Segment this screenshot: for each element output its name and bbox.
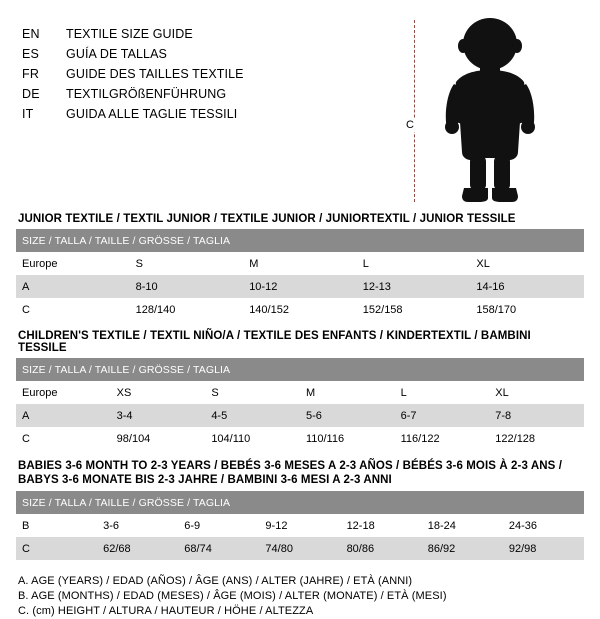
section-title: BABIES 3-6 MONTH TO 2-3 YEARS / BEBÉS 3-6 MESES A 2-3 AÑOS / BÉBÉS 3-6 MOIS À 2-3 ANS / BABYS 3-6 MONATE BIS 2-3 JAHRE / BAMBINI 3-6 MESI A 2-3 ANNI — [18, 460, 562, 486]
legend — [16, 574, 584, 619]
row-label: B — [16, 514, 97, 537]
language-title: GUIDE DES TAILLES TEXTILE — [66, 67, 244, 81]
row-label: Europe — [16, 381, 111, 404]
cell: 122/128 — [489, 427, 584, 450]
cell: 8-10 — [130, 275, 244, 298]
cell: 12-13 — [357, 275, 471, 298]
cell: 4-5 — [205, 404, 300, 427]
cell: 24-36 — [503, 514, 584, 537]
table-row — [16, 427, 584, 450]
cell: XL — [470, 252, 584, 275]
cell: 98/104 — [111, 427, 206, 450]
cell: 116/122 — [395, 427, 490, 450]
table-row — [16, 537, 584, 560]
language-row — [22, 44, 422, 64]
section-title: JUNIOR TEXTILE / TEXTIL JUNIOR / TEXTILE JUNIOR / JUNIORTEXTIL / JUNIOR TESSILE — [18, 213, 516, 225]
row-label: C — [16, 427, 111, 450]
row-label: A — [16, 275, 130, 298]
language-code: ES — [22, 47, 40, 61]
height-measure-label: C — [406, 119, 414, 131]
cell: 3-4 — [111, 404, 206, 427]
language-row — [22, 84, 422, 104]
cell: 74/80 — [259, 537, 340, 560]
cell: 68/74 — [178, 537, 259, 560]
language-title: GUIDA ALLE TAGLIE TESSILI — [66, 107, 238, 121]
height-measure-line-icon — [414, 20, 415, 202]
babies-size-table — [16, 491, 584, 560]
table-row — [16, 298, 584, 321]
cell: 62/68 — [97, 537, 178, 560]
cell: L — [357, 252, 471, 275]
cell: 92/98 — [503, 537, 584, 560]
table-row — [16, 252, 584, 275]
cell: L — [395, 381, 490, 404]
childrens-size-table — [16, 358, 584, 450]
cell: M — [300, 381, 395, 404]
row-label: Europe — [16, 252, 130, 275]
cell: XL — [489, 381, 584, 404]
cell: 86/92 — [422, 537, 503, 560]
cell: XS — [111, 381, 206, 404]
cell: 110/116 — [300, 427, 395, 450]
cell: 6-7 — [395, 404, 490, 427]
header — [16, 14, 584, 204]
section-babies-textile — [16, 456, 584, 560]
table-header-label: SIZE / TALLA / TAILLE / GRÖSSE / TAGLIA — [16, 491, 584, 514]
cell: 18-24 — [422, 514, 503, 537]
language-title: GUÍA DE TALLAS — [66, 47, 167, 61]
cell: 10-12 — [243, 275, 357, 298]
cell: 3-6 — [97, 514, 178, 537]
language-title: TEXTILGRÖßENFÜHRUNG — [66, 87, 227, 101]
language-title: TEXTILE SIZE GUIDE — [66, 27, 193, 41]
section-title: CHILDREN'S TEXTILE / TEXTIL NIÑO/A / TEXTILE DES ENFANTS / KINDERTEXTIL / BAMBINI TESSILE — [18, 330, 531, 354]
table-row — [16, 275, 584, 298]
language-code: FR — [22, 67, 40, 81]
cell: S — [130, 252, 244, 275]
table-header-label: SIZE / TALLA / TAILLE / GRÖSSE / TAGLIA — [16, 358, 584, 381]
legend-line: B. AGE (MONTHS) / EDAD (MESES) / ÂGE (MOIS) / ALTER (MONATE) / ETÀ (MESI) — [18, 590, 447, 602]
cell: 12-18 — [341, 514, 422, 537]
cell: 7-8 — [489, 404, 584, 427]
language-code: EN — [22, 27, 40, 41]
cell: 14-16 — [470, 275, 584, 298]
row-label: C — [16, 298, 130, 321]
figure-area — [392, 14, 572, 209]
table-row — [16, 404, 584, 427]
language-row — [22, 64, 422, 84]
table-row — [16, 381, 584, 404]
table-row — [16, 514, 584, 537]
row-label: C — [16, 537, 97, 560]
legend-line: A. AGE (YEARS) / EDAD (AÑOS) / ÂGE (ANS) / ALTER (JAHRE) / ETÀ (ANNI) — [18, 575, 413, 587]
language-row — [22, 104, 422, 124]
table-header-row — [16, 491, 584, 514]
cell: 104/110 — [205, 427, 300, 450]
cell: 128/140 — [130, 298, 244, 321]
cell: 5-6 — [300, 404, 395, 427]
language-code: IT — [22, 107, 34, 121]
junior-size-table — [16, 229, 584, 321]
cell: 152/158 — [357, 298, 471, 321]
language-title-list — [22, 24, 422, 124]
table-header-row — [16, 358, 584, 381]
section-junior-textile — [16, 210, 584, 321]
table-header-label: SIZE / TALLA / TAILLE / GRÖSSE / TAGLIA — [16, 229, 584, 252]
toddler-silhouette-icon — [432, 16, 552, 206]
legend-line: C. (cm) HEIGHT / ALTURA / HAUTEUR / HÖHE / ALTEZZA — [18, 605, 314, 617]
row-label: A — [16, 404, 111, 427]
cell: M — [243, 252, 357, 275]
language-code: DE — [22, 87, 40, 101]
table-header-row — [16, 229, 584, 252]
language-row — [22, 24, 422, 44]
cell: 158/170 — [470, 298, 584, 321]
cell: 80/86 — [341, 537, 422, 560]
section-childrens-textile — [16, 327, 584, 450]
cell: 140/152 — [243, 298, 357, 321]
cell: 6-9 — [178, 514, 259, 537]
cell: 9-12 — [259, 514, 340, 537]
cell: S — [205, 381, 300, 404]
